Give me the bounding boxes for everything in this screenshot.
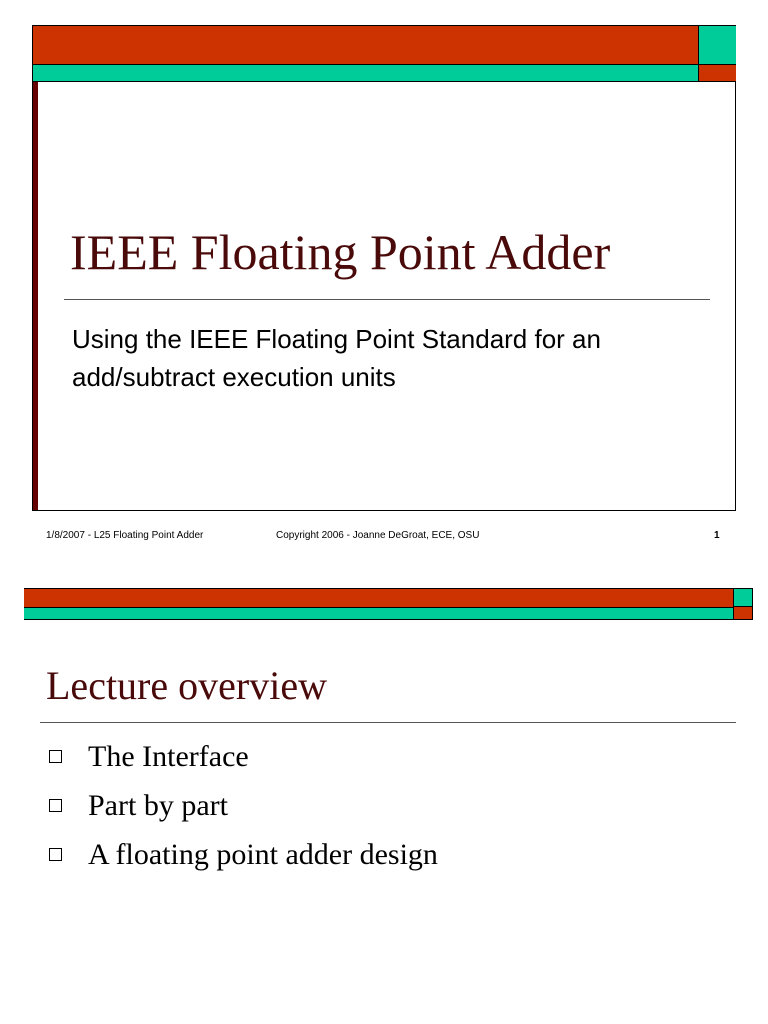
slide-1-header-red-square xyxy=(698,64,736,82)
slide-1-divider xyxy=(64,299,710,300)
slide-1-header-teal-square xyxy=(698,26,736,64)
slide-1-page-number: 1 xyxy=(714,530,720,541)
slide-2-bullet-list xyxy=(46,732,736,879)
bullet-text: Part by part xyxy=(88,788,228,822)
slide-1-header-red-bar xyxy=(33,26,698,64)
slide-2-title: Lecture overview xyxy=(46,663,327,708)
slide-1-footer-date: 1/8/2007 - L25 Floating Point Adder xyxy=(46,530,204,541)
slide-1-left-accent-bar xyxy=(33,82,38,510)
bullet-text: The Interface xyxy=(88,739,249,773)
slide-2-header-teal-bar xyxy=(24,607,733,620)
slide-2-header-red-bar xyxy=(24,588,733,607)
bullet-item xyxy=(46,732,736,781)
square-bullet-icon xyxy=(49,848,62,861)
slide-1-footer-copyright: Copyright 2006 - Joanne DeGroat, ECE, OSU xyxy=(276,530,480,541)
bullet-item xyxy=(46,830,736,879)
square-bullet-icon xyxy=(49,799,62,812)
slide-2-header-red-square xyxy=(733,607,753,620)
slide-1-title: IEEE Floating Point Adder xyxy=(70,224,611,280)
bullet-text: A floating point adder design xyxy=(88,837,438,871)
slide-2-header-teal-square xyxy=(733,588,753,607)
slide-2-divider xyxy=(40,722,736,723)
slide-1-header-teal-bar xyxy=(33,64,698,82)
slide-1-subtitle: Using the IEEE Floating Point Standard for an add/subtract execution units xyxy=(72,324,601,392)
bullet-item xyxy=(46,781,736,830)
square-bullet-icon xyxy=(49,750,62,763)
